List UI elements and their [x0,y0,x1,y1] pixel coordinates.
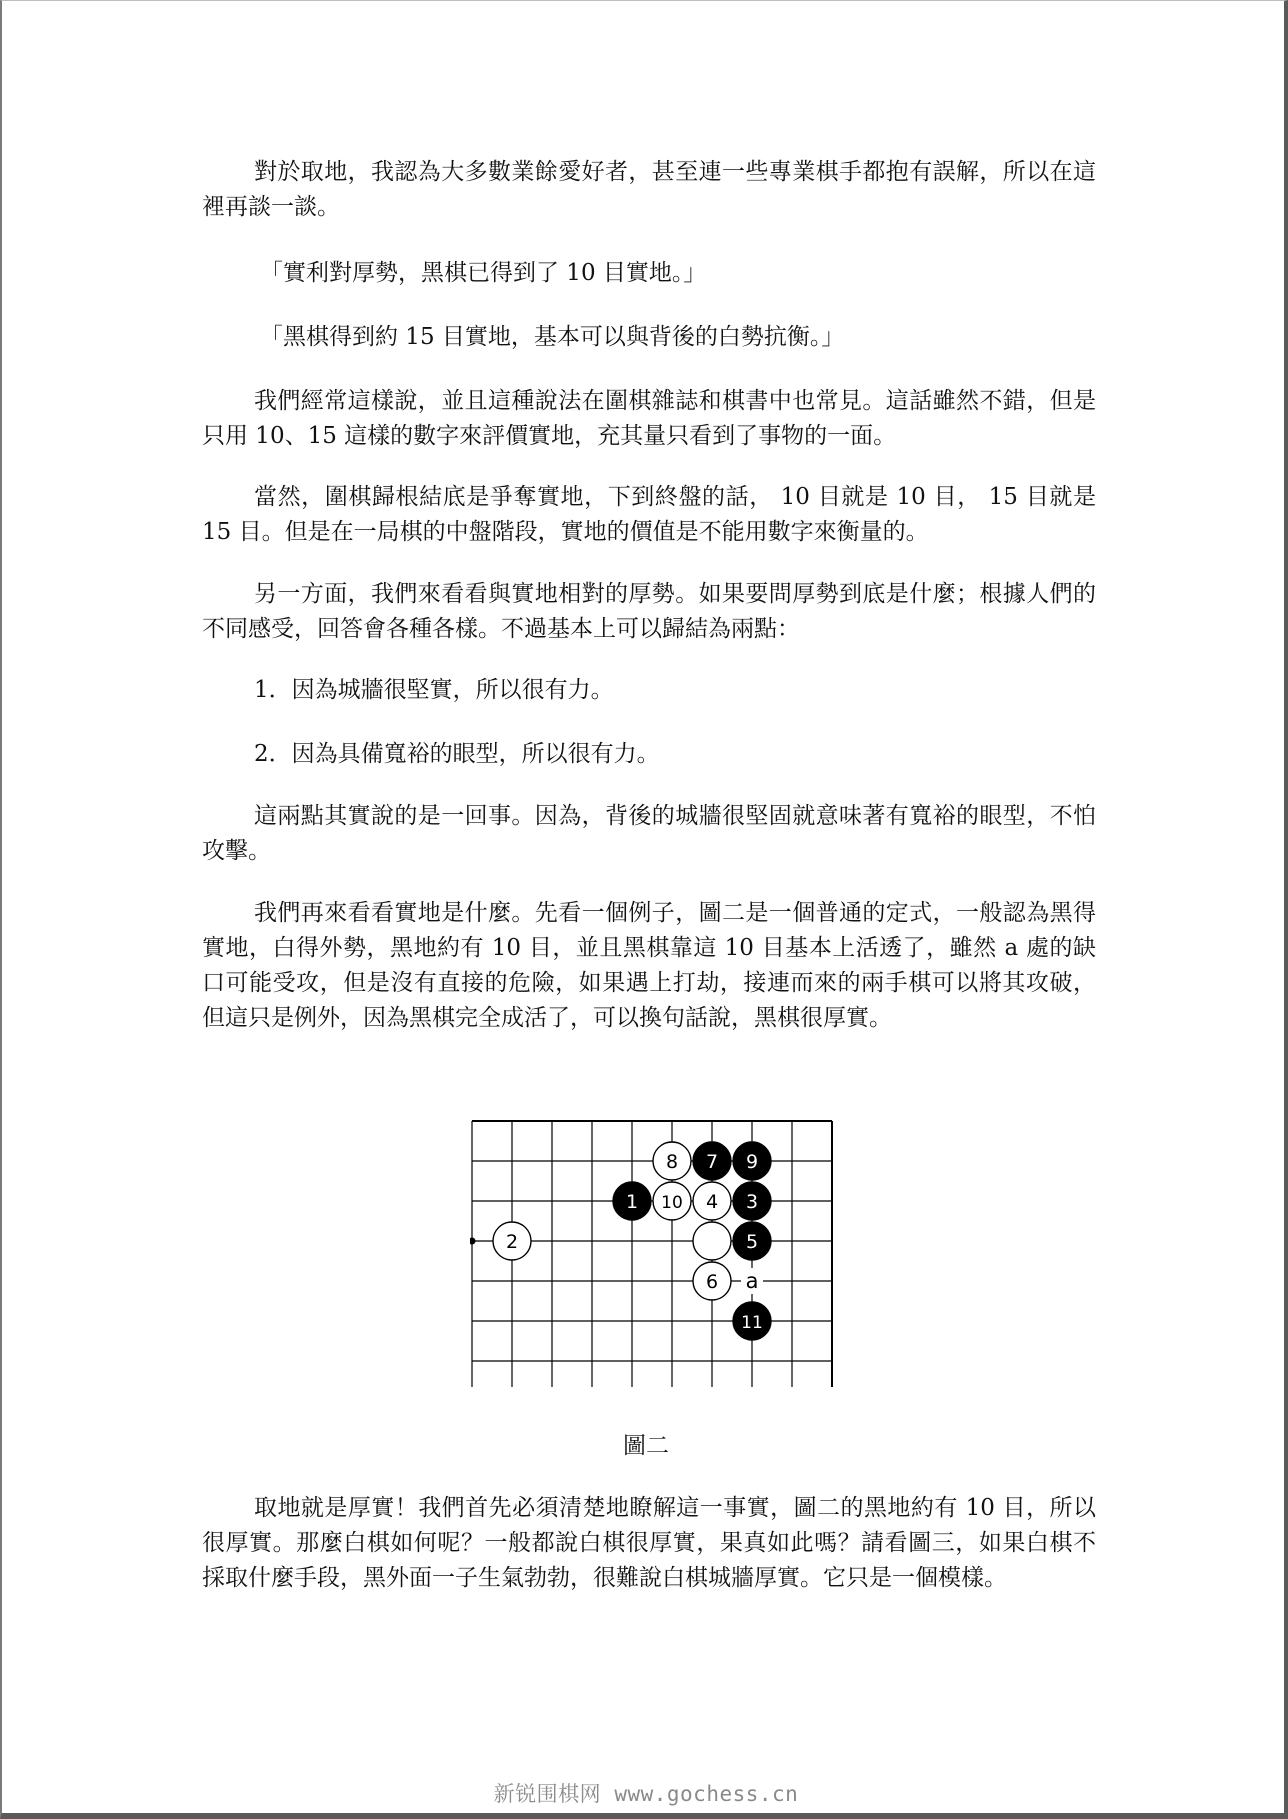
stone-move-number: 2 [505,1231,519,1253]
stone-move-number: 3 [745,1191,759,1213]
paragraph-thickness: 另一方面，我們來看看與實地相對的厚勢。如果要問厚勢到底是什麼；根據人們的不同感受，回答會各種各樣。不過基本上可以歸結為兩點： [202,581,1096,642]
paragraph-common-saying: 我們經常這樣說，並且這種說法在圍棋雜誌和棋書中也常見。這話雖然不錯，但是只用 10、15 這樣的數字來評價實地，充其量只看到了事物的一面。 [202,388,1096,449]
stone-move-number: 4 [705,1191,719,1213]
list-item-eye-shape: 2．因為具備寬裕的眼型，所以很有力。 [254,741,660,767]
paragraph-same-thing: 這兩點其實說的是一回事。因為，背後的城牆很堅固就意味著有寬裕的眼型，不怕攻擊。 [202,803,1096,864]
stone-move-number: 7 [705,1151,719,1173]
stone-move-number: 1 [625,1191,639,1213]
point-label: a [745,1269,759,1293]
stone-move-number: 8 [665,1151,679,1173]
stone-move-number: 9 [745,1151,759,1173]
quote-ten-points: 「實利對厚勢，黑棋已得到了 10 目實地。」 [260,260,707,286]
star-point [470,1238,476,1245]
footer-watermark: 新锐围棋网 www.gochess.cn [493,1782,799,1806]
quote-fifteen-points: 「黑棋得到約 15 目實地，基本可以與背後的白勢抗衡。」 [260,324,845,350]
go-board-diagram [470,1119,862,1391]
go-board-svg [470,1119,862,1391]
paragraph-taking-territory: 對於取地，我認為大多數業餘愛好者，甚至連一些專業棋手都抱有誤解，所以在這裡再談一談。 [202,159,1096,220]
stone-move-number: 11 [741,1313,763,1333]
list-item-wall: 1．因為城牆很堅實，所以很有力。 [254,677,614,703]
stone-move-number: 6 [705,1271,719,1293]
paragraph-endgame-value: 當然，圍棋歸根結底是爭奪實地，下到終盤的話， 10 目就是 10 目， 15 目就是 15 目。但是在一局棋的中盤階段，實地的價值是不能用數字來衡量的。 [202,484,1104,545]
stone-move-number: 10 [661,1193,683,1213]
stone-move-number: 5 [745,1231,759,1253]
paragraph-territory-is-thickness: 取地就是厚實！我們首先必須清楚地瞭解這一事實，圖二的黑地約有 10 目，所以很厚實。那麼白棋如何呢？一般都說白棋很厚實，果真如此嗎？請看圖三，如果白棋不採取什麼手段，黑外面一子生氣勃勃，很難說白棋城牆厚實。它只是一個模樣。 [202,1495,1096,1591]
figure-caption: 圖二 [623,1433,669,1459]
white-stone [693,1222,731,1260]
paragraph-example-joseki: 我們再來看看實地是什麼。先看一個例子，圖二是一個普通的定式，一般認為黑得實地，白得外勢，黑地約有 10 目，並且黑棋靠這 10 目基本上活透了，雖然 a 處的缺口可能受攻，但是沒有直接的危險，如果遇上打劫，接連而來的兩手棋可以將其攻破，但這只是例外，因為黑棋完全成活了，可以換句話說，黑棋很厚實。 [202,900,1096,1031]
